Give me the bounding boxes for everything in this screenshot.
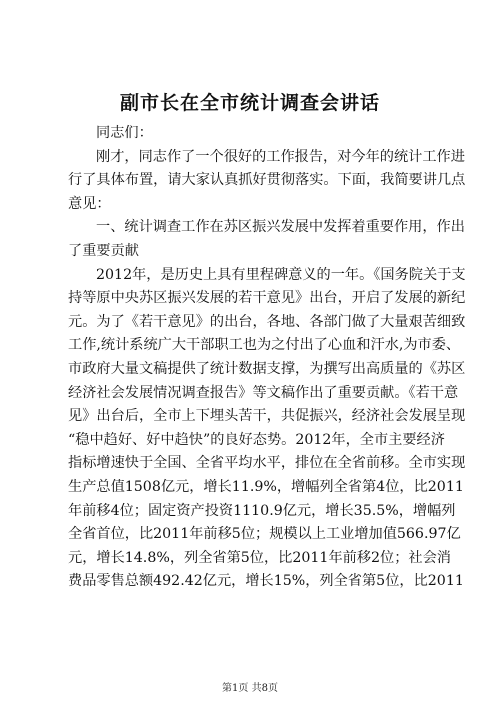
section-heading-line: 一、统计调查工作在苏区振兴发展中发挥着重要作用，作出 [96,219,465,236]
body-line: 元。为了《若干意见》的出台，各地、各部门做了大量艰苦细致 [68,313,466,330]
body-line: 持等原中央苏区振兴发展的若干意见》出台，开启了发展的新纪 [68,290,466,307]
body-line: “稳中趋好、好中趋快”的良好态势。2012年，全市主要经济 [68,431,445,448]
body-line: 见》出台后，全市上下埋头苦干，共促振兴，经济社会发展呈现 [68,408,466,425]
body-line: 年前移4位；固定资产投资1110.9亿元，增长35.5%，增幅列 [68,502,456,519]
body-line: 生产总值1508亿元，增长11.9%，增幅列全省第4位，比2011 [68,478,464,495]
page-number: 第1页 共8页 [222,683,278,694]
body-line: 行了具体布置，请大家认真抓好贯彻落实。下面，我简要讲几点 [68,172,466,189]
body-line: 元，增长14.8%，列全省第5位，比2011年前移2位；社会消 [68,549,451,566]
section-heading-line: 了重要贡献 [68,242,139,259]
body-line: 2012年，是历史上具有里程碑意义的一年。《国务院关于支 [96,266,466,283]
body-line: 工作,统计系统广大干部职工也为之付出了心血和汗水,为市委、 [68,337,461,354]
body-line: 刚才，同志作了一个很好的工作报告，对今年的统计工作进 [96,148,465,165]
body-line: 经济社会发展情况调查报告》等文稿作出了重要贡献。《若干意 [68,384,459,401]
body-line: 市政府大量文稿提供了统计数据支撑，为撰写出高质量的《苏区 [68,360,466,377]
document-body [68,122,466,594]
salutation: 同志们： [96,125,153,141]
body-line: 费品零售总额492.42亿元，增长15%，列全省第5位，比2011 [68,573,464,590]
body-line: 指标增速快于全国、全省平均水平，排位在全省前移。全市实现 [68,455,466,472]
body-line: 全省首位，比2011年前移5位；规模以上工业增加值566.97亿 [68,526,461,543]
body-line: 意见： [68,195,111,212]
document-title: 副市长在全市统计调查会讲话 [119,92,380,114]
